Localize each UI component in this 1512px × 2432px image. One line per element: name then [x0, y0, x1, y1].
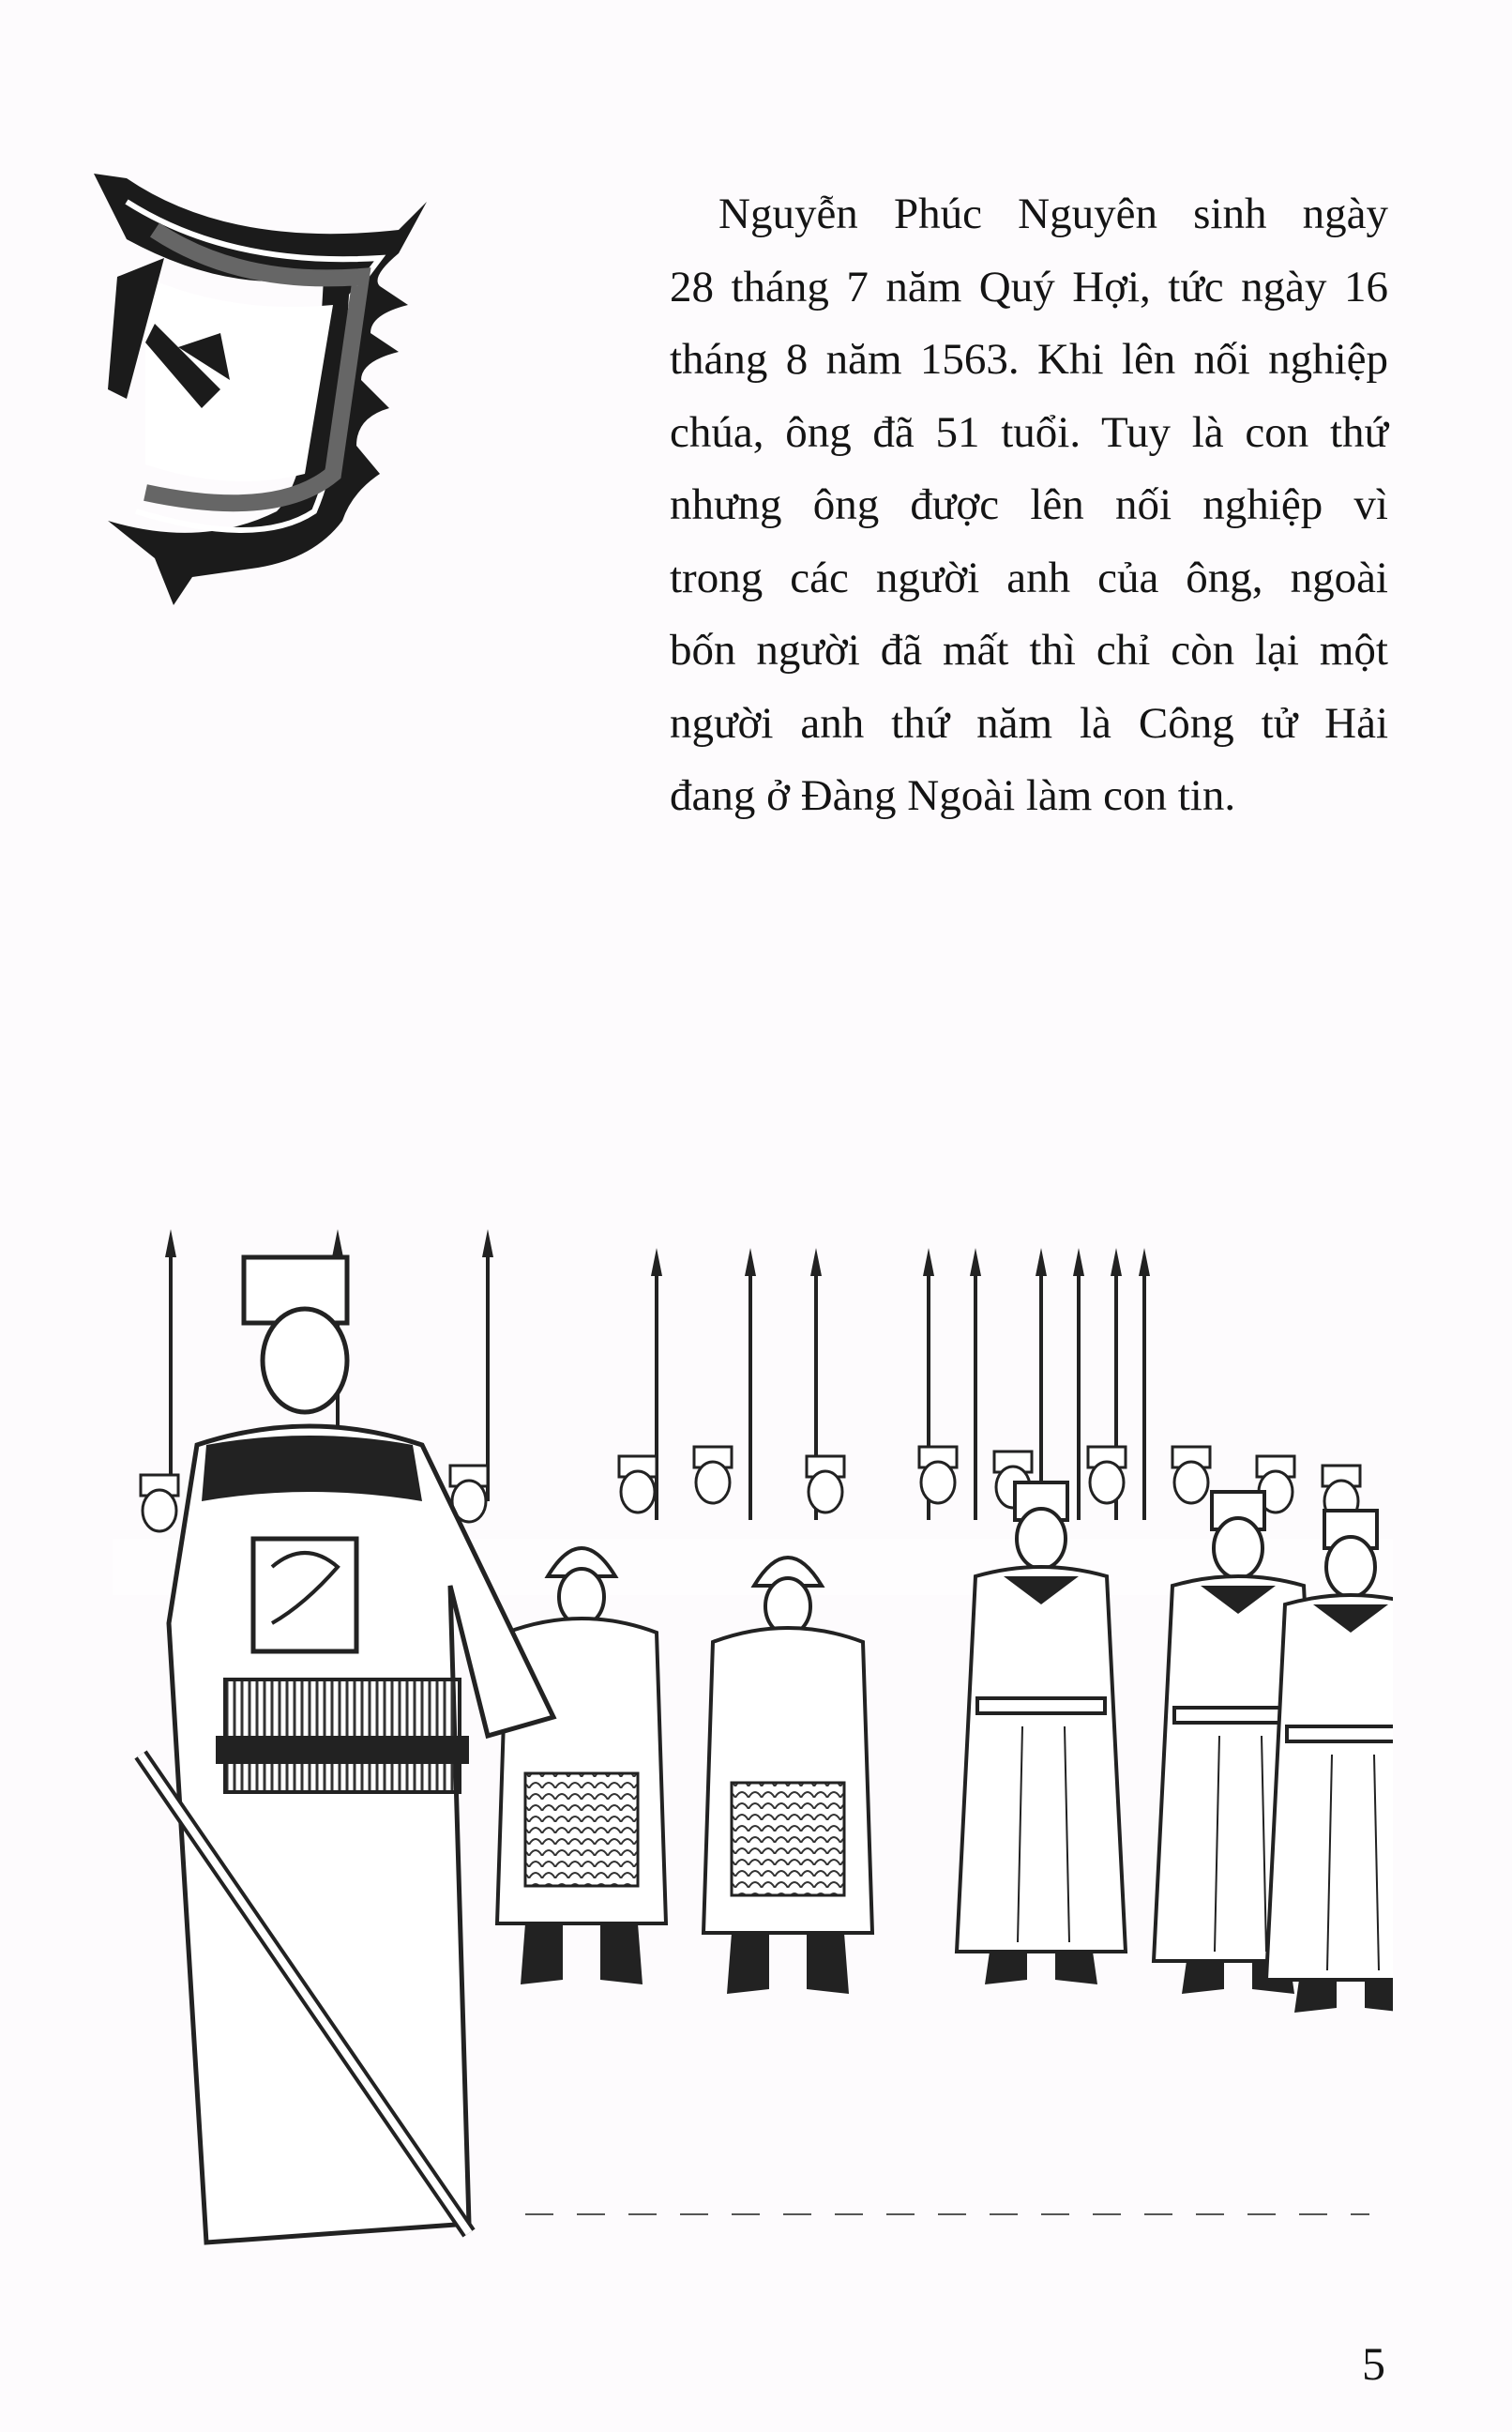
- flame-frame-icon: [89, 164, 483, 615]
- paragraph-line: Nguyễn Phúc Nguyên sinh ngày: [718, 190, 1388, 238]
- paragraph-line: nhưng ông được lên nối nghiệp vì: [670, 480, 1388, 529]
- paragraph-line: trong các người anh của ông, ngoài: [670, 553, 1388, 602]
- body-paragraph: [670, 178, 1388, 833]
- crowd-illustration: [113, 1229, 1393, 2280]
- paragraph-line: 28 tháng 7 năm Quý Hợi, tức ngày 16: [670, 262, 1388, 312]
- decorative-chapter-emblem: [89, 164, 483, 615]
- paragraph-line: chúa, ông đã 51 tuổi. Tuy là con thứ: [670, 407, 1388, 457]
- paragraph-line: bốn người đã mất thì chỉ còn lại một: [670, 626, 1388, 675]
- illustration-lord-and-generals: [113, 1229, 1393, 2280]
- paragraph-line: người anh thứ năm là Công tử Hải: [670, 698, 1388, 748]
- page-number: 5: [1362, 2337, 1385, 2390]
- paragraph-line: đang ở Đàng Ngoài làm con tin.: [670, 771, 1236, 820]
- paragraph-line: tháng 8 năm 1563. Khi lên nối nghiệp: [670, 335, 1388, 384]
